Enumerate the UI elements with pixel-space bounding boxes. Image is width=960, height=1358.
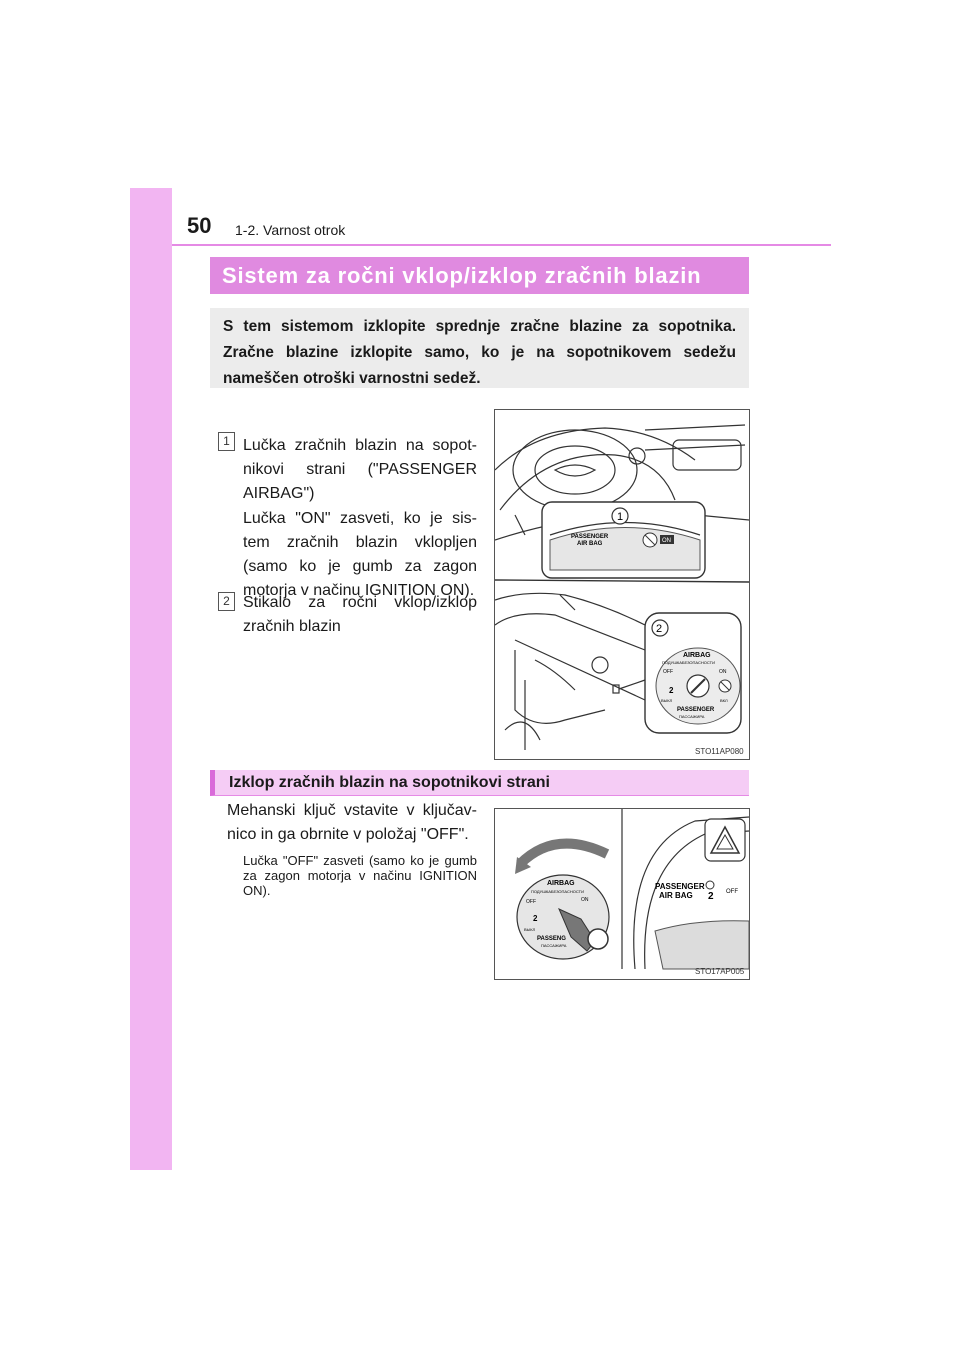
intro-box: S tem sistemom izklopite sprednje zračne blazine za sopotnika. Zračne blazine izklopite samo, ko je na sopotnikovem sedežu nameščen otroški varnostni sedež. bbox=[210, 308, 749, 388]
fig2-switch-off-ru: ВЫКЛ bbox=[524, 927, 536, 932]
page-side-tab bbox=[130, 188, 172, 1170]
figure-1-illustration bbox=[495, 410, 749, 759]
switch-title-ru: ПОДУШКАБЕЗОПАСНОСТИ bbox=[662, 660, 715, 665]
callout-1-label: 1 bbox=[617, 511, 624, 523]
fig2-switch-off: OFF bbox=[526, 899, 536, 905]
fig2-switch-on: ON bbox=[581, 897, 589, 903]
figure-1-code: STO11AP080 bbox=[695, 747, 744, 756]
figure-airbag-locations bbox=[494, 409, 750, 760]
figure-2-illustration bbox=[495, 809, 749, 979]
fig2-switch-passenger-ru: ПАССАЖИРА bbox=[541, 943, 567, 948]
lamp-on-indicator: ON bbox=[662, 538, 671, 544]
fig2-lamp-line2: AIR BAG bbox=[659, 891, 693, 900]
figure-2-code: STO17AP005 bbox=[695, 967, 745, 976]
fig2-switch-two: 2 bbox=[533, 914, 538, 923]
figure-airbag-off bbox=[494, 808, 750, 980]
switch-on-label: ON bbox=[719, 669, 727, 675]
switch-off-label: OFF bbox=[663, 669, 673, 675]
page-number: 50 bbox=[187, 213, 212, 238]
switch-title: AIRBAG bbox=[683, 652, 711, 659]
switch-on-ru: ВКЛ bbox=[720, 698, 728, 703]
switch-two-label: 2 bbox=[669, 686, 674, 695]
item-1-text: Lučka zračnih blazin na sopot-nikovi strani ("PASSENGER AIRBAG") bbox=[243, 437, 477, 502]
fig2-switch-passenger: PASSENG bbox=[537, 936, 566, 942]
item-number-1: 1 bbox=[218, 432, 235, 451]
subsection-note: Lučka "OFF" zasveti (samo ko je gumb za zagon motorja v načinu IGNITION ON). bbox=[243, 853, 477, 898]
lamp-label-line1: PASSENGER bbox=[571, 534, 609, 540]
switch-passenger-ru: ПАССАЖИРА bbox=[679, 714, 705, 719]
fig2-switch-title-ru: ПОДУШКАБЕЗОПАСНОСТИ bbox=[531, 889, 584, 894]
fig2-switch-title: AIRBAG bbox=[547, 880, 575, 887]
switch-passenger-label: PASSENGER bbox=[677, 707, 715, 713]
item-2-text: Stikalo za ročni vklop/izklop zračnih blazin bbox=[243, 594, 477, 635]
fig2-lamp-off: OFF bbox=[726, 889, 738, 895]
subsection-title: Izklop zračnih blazin na sopotnikovi strani bbox=[210, 770, 749, 796]
item-number-2: 2 bbox=[218, 592, 235, 611]
fig2-lamp-line1: PASSENGER bbox=[655, 882, 705, 891]
callout-2-label: 2 bbox=[656, 623, 663, 635]
lamp-label-line2: AIR BAG bbox=[577, 541, 603, 547]
fig2-lamp-two: 2 bbox=[708, 891, 714, 902]
subsection-text: Mehanski ključ vstavite v ključav-nico in ga obrnite v položaj "OFF". bbox=[227, 802, 477, 843]
switch-off-ru: ВЫКЛ bbox=[661, 698, 673, 703]
header-rule bbox=[172, 244, 831, 246]
page-title: Sistem za ročni vklop/izklop zračnih blazin bbox=[210, 257, 749, 294]
section-label: 1-2. Varnost otrok bbox=[235, 222, 346, 238]
item-1-note: Lučka "ON" zasveti, ko je sis-tem zračnih blazin vklopljen (samo ko je gumb za zagon motorja v načinu IGNITION ON). bbox=[243, 510, 477, 599]
